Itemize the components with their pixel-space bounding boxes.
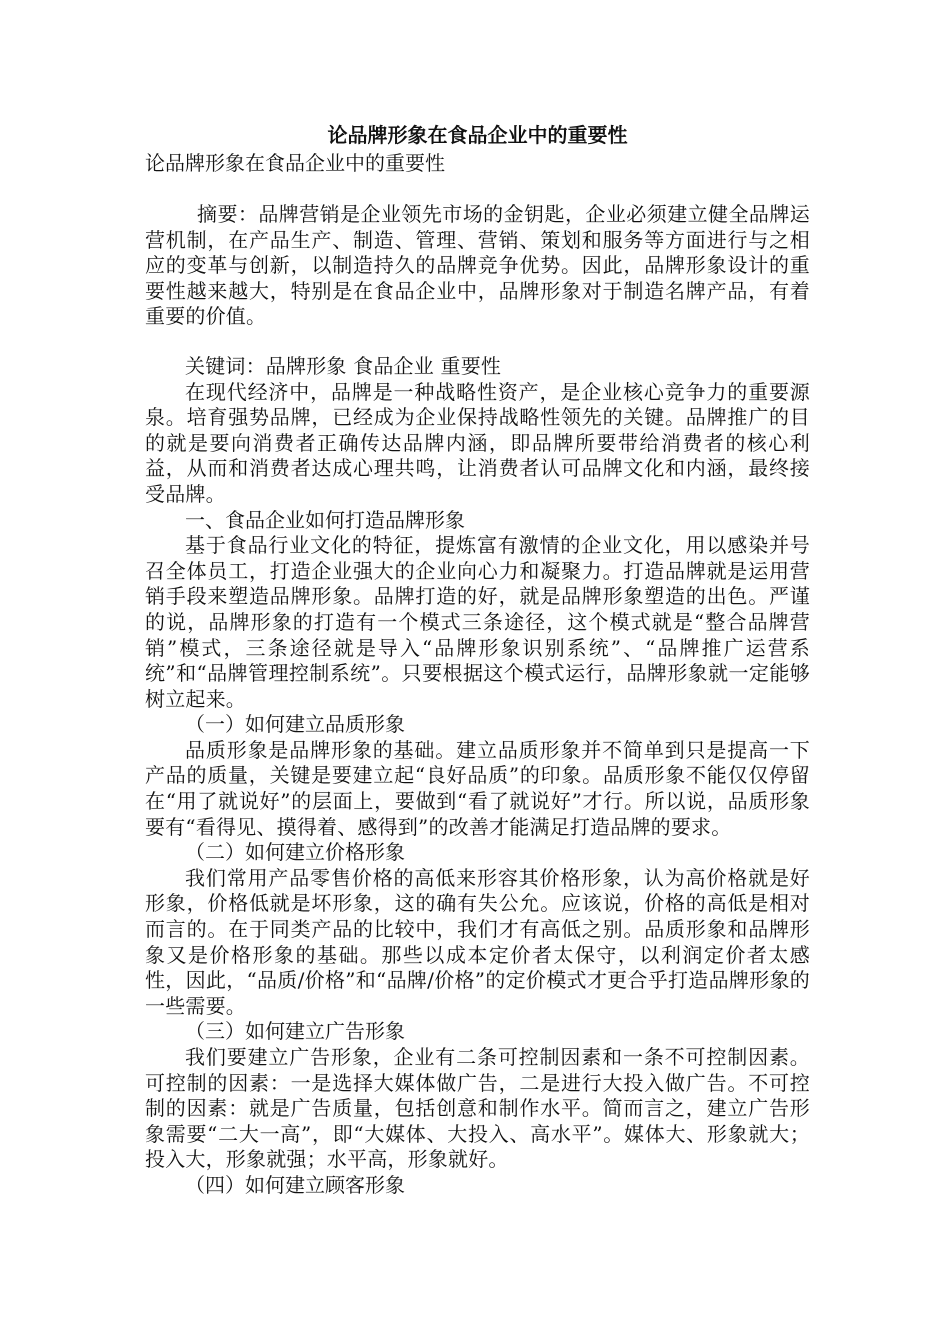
abstract-paragraph: 摘要：品牌营销是企业领先市场的金钥匙，企业必须建立健全品牌运营机制，在产品生产、制造、管理、营销、策划和服务等方面进行与之相应的变革与创新，以制造持久的品牌竞争优势。因此，品牌形象设计的重要性越来越大，特别是在食品企业中，品牌形象对于制造名牌产品，有着重要的价值。 <box>145 202 810 329</box>
subsection-heading-price: （二）如何建立价格形象 <box>185 840 405 865</box>
subsection-paragraph-ad: 我们要建立广告形象，企业有二条可控制因素和一条不可控制因素。可控制的因素：一是选择大媒体做广告，二是进行大投入做广告。不可控制的因素：就是广告质量，包括创意和制作水平。简而言之，建立广告形象需要“二大一高”，即“大媒体、大投入、高水平”。媒体大、形象就大；投入大，形象就强；水平高，形象就好。 <box>145 1045 810 1172</box>
intro-paragraph: 在现代经济中，品牌是一种战略性资产，是企业核心竞争力的重要源泉。培育强势品牌，已经成为企业保持战略性领先的关键。品牌推广的目的就是要向消费者正确传达品牌内涵，即品牌所要带给消费者的核心利益，从而和消费者达成心理共鸣，让消费者认可品牌文化和内涵，最终接受品牌。 <box>145 379 810 506</box>
document-subtitle: 论品牌形象在食品企业中的重要性 <box>145 151 445 175</box>
subsection-paragraph-quality: 品质形象是品牌形象的基础。建立品质形象并不简单到只是提高一下产品的质量，关键是要建立起“良好品质”的印象。品质形象不能仅仅停留在“用了就说好”的层面上，要做到“看了就说好”才行。所以说，品质形象要有“看得见、摸得着、感得到”的改善才能满足打造品牌的要求。 <box>145 737 810 839</box>
section-heading-1: 一、食品企业如何打造品牌形象 <box>185 507 465 532</box>
subsection-heading-customer: （四）如何建立顾客形象 <box>185 1172 405 1197</box>
keywords-line: 关键词：品牌形象 食品企业 重要性 <box>185 353 502 378</box>
subsection-paragraph-price: 我们常用产品零售价格的高低来形容其价格形象，认为高价格就是好形象，价格低就是坏形象，这的确有失公允。应该说，价格的高低是相对而言的。在于同类产品的比较中，我们才有高低之别。品质形象和品牌形象又是价格形象的基础。那些以成本定价者太保守，以利润定价者太感性，因此，“品质/价格”和“品牌/价格”的定价模式才更合乎打造品牌形象的一些需要。 <box>145 865 810 1018</box>
subsection-heading-ad: （三）如何建立广告形象 <box>185 1019 405 1044</box>
section-paragraph-1: 基于食品行业文化的特征，提炼富有激情的企业文化，用以感染并号召全体员工，打造企业强大的企业向心力和凝聚力。打造品牌就是运用营销手段来塑造品牌形象。品牌打造的好，就是品牌形象塑造的出色。严谨的说，品牌形象的打造有一个模式三条途径，这个模式就是“整合品牌营销”模式，三条途径就是导入“品牌形象识别系统”、“品牌推广运营系统”和“品牌管理控制系统”。只要根据这个模式运行，品牌形象就一定能够树立起来。 <box>145 533 810 711</box>
document-page <box>145 120 810 1199</box>
document-title: 论品牌形象在食品企业中的重要性 <box>327 123 628 147</box>
subsection-heading-quality: （一）如何建立品质形象 <box>185 712 405 737</box>
